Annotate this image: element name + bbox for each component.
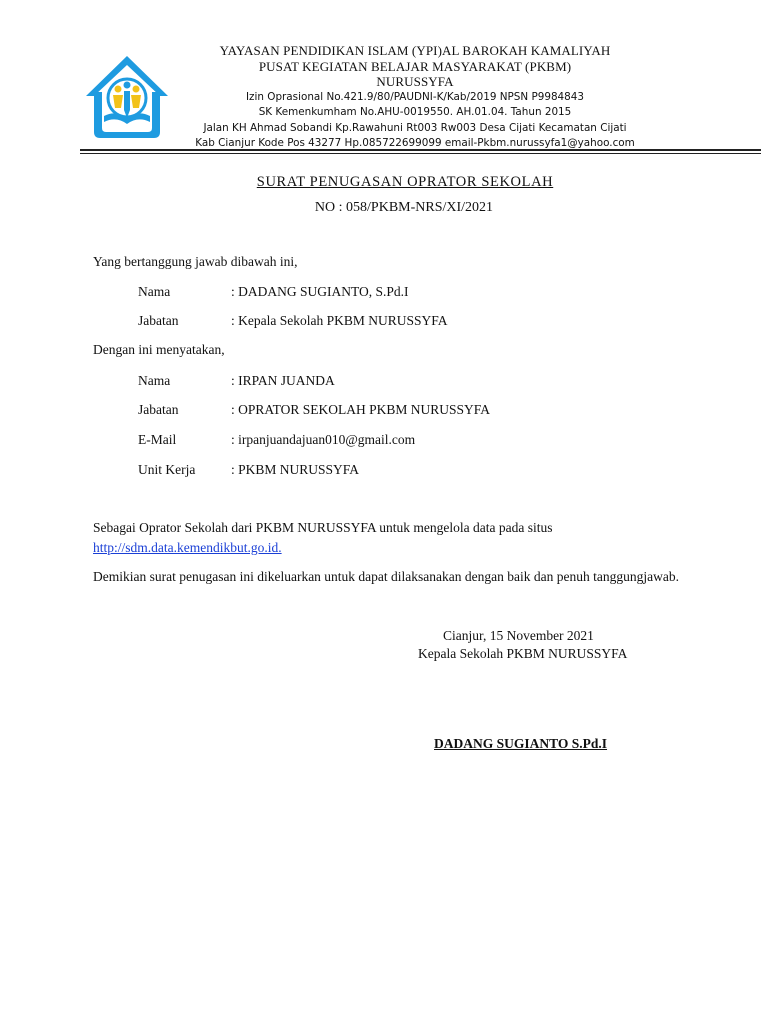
letter-number: NO : 058/PKBM-NRS/XI/2021 — [314, 200, 494, 215]
pkbm-logo-icon — [80, 52, 174, 144]
foundation-name: YAYASAN PENDIDIKAN ISLAM (YPI)AL BAROKAH KAMALIYAH — [219, 43, 611, 58]
assignee-position-value: : OPRATOR SEKOLAH PKBM NURUSSYFA — [231, 402, 491, 417]
assignee-name-label: Nama — [138, 373, 171, 388]
closing-text: Demikian surat penugasan ini dikeluarkan untuk dapat dilaksanakan dengan baik dan penuh tanggungjawab. — [93, 569, 679, 584]
assignee-name-value: : IRPAN JUANDA — [231, 373, 335, 388]
place-date: Cianjur, 15 November 2021 — [443, 628, 594, 643]
letterhead-divider-thick — [80, 149, 761, 151]
signer-position-value: : Kepala Sekolah PKBM NURUSSYFA — [231, 313, 448, 328]
letter-title: SURAT PENUGASAN OPRATOR SEKOLAH — [256, 174, 554, 190]
signer-name-value: : DADANG SUGIANTO, S.Pd.I — [231, 284, 409, 299]
decree-number: SK Kemenkumham No.AHU-0019550. AH.01.04. Tahun 2015 — [258, 106, 572, 118]
assignee-email-value: : irpanjuandajuan010@gmail.com — [231, 432, 416, 447]
signer-position-label: Jabatan — [138, 313, 179, 328]
signer-title: Kepala Sekolah PKBM NURUSSYFA — [418, 646, 628, 661]
address-line: Jalan KH Ahmad Sobandi Kp.Rawahuni Rt003 Rw003 Desa Cijati Kecamatan Cijati — [203, 121, 627, 134]
signature-name: DADANG SUGIANTO S.Pd.I — [434, 736, 608, 751]
contact-line: Kab Cianjur Kode Pos 43277 Hp.085722699099 email-Pkbm.nurussyfa1@yahoo.com — [195, 137, 635, 149]
assignee-email-label: E-Mail — [138, 432, 177, 447]
purpose-text: Sebagai Oprator Sekolah dari PKBM NURUSSYFA untuk mengelola data pada situs — [93, 520, 553, 535]
assignee-unit-label: Unit Kerja — [138, 462, 196, 477]
intro-text: Yang bertanggung jawab dibawah ini, — [93, 254, 298, 269]
institution-name: PUSAT KEGIATAN BELAJAR MASYARAKAT (PKBM) — [258, 58, 572, 74]
letterhead-divider-thin — [80, 153, 761, 154]
site-link[interactable]: http://sdm.data.kemendikbut.go.id. — [93, 540, 282, 555]
assignee-unit-value: : PKBM NURUSSYFA — [231, 462, 360, 477]
operational-permit: Izin Oprasional No.421.9/80/PAUDNI-K/Kab/2019 NPSN P9984843 — [245, 90, 585, 103]
statement-text: Dengan ini menyatakan, — [93, 342, 225, 357]
institution-short-name: NURUSSYFA — [376, 74, 454, 89]
letterhead — [180, 43, 650, 152]
assignee-position-label: Jabatan — [138, 402, 179, 417]
signer-name-label: Nama — [138, 284, 171, 299]
